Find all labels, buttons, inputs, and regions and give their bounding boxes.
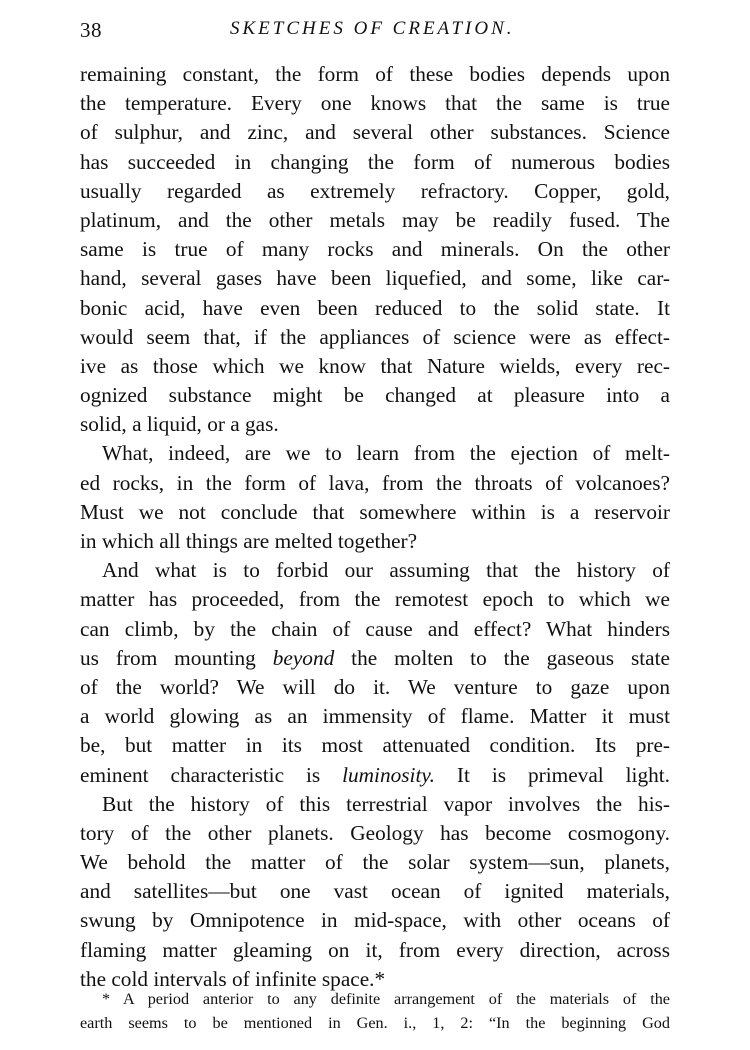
text-segment: It is primeval light. <box>435 762 670 787</box>
text-line: of the world? We will do it. We venture to gaze upon <box>80 674 670 699</box>
text-line: and satellites—but one vast ocean of ignited materials, <box>80 879 670 904</box>
text-line: ive as those which we know that Nature wields, every rec- <box>80 353 670 378</box>
text-line: remaining constant, the form of these bodies depends upon <box>80 62 670 86</box>
text-line: be, but matter in its most attenuated condition. Its pre- <box>80 733 670 758</box>
text-line: can climb, by the chain of cause and effect? What hinders <box>80 616 670 641</box>
text-segment: eminent characteristic is <box>80 762 343 787</box>
text-line: has succeeded in changing the form of numerous bodies <box>80 149 670 174</box>
text-line: flaming matter gleaming on it, from every direction, across <box>80 937 670 962</box>
text-line: would seem that, if the appliances of science were as effect- <box>80 324 670 349</box>
text-line: usually regarded as extremely refractory. Copper, gold, <box>80 178 670 203</box>
text-line-with-italic <box>80 644 670 673</box>
footnote-line: earth seems to be mentioned in Gen. i., 1, 2: “In the beginning God <box>80 1014 670 1032</box>
text-line: swung by Omnipotence in mid-space, with other oceans of <box>80 908 670 933</box>
running-head <box>80 18 670 48</box>
text-line: of sulphur, and zinc, and several other substances. Science <box>80 120 670 145</box>
italic-word: beyond <box>272 645 335 670</box>
text-line: in which all things are melted together? <box>80 529 418 553</box>
text-line: And what is to forbid our assuming that the history of <box>102 558 670 583</box>
text-line: ed rocks, in the form of lava, from the throats of volcanoes? <box>80 470 670 495</box>
text-segment: us from mounting <box>80 645 273 670</box>
text-line: But the history of this terrestrial vapor involves the his- <box>102 791 670 816</box>
italic-word: luminosity. <box>342 762 435 787</box>
footnote-line: * A period anterior to any definite arrangement of the materials of the <box>102 990 670 1008</box>
text-line-with-italic <box>80 761 670 790</box>
body-text <box>80 60 670 994</box>
text-line: tory of the other planets. Geology has become cosmogony. <box>80 820 670 845</box>
text-line: What, indeed, are we to learn from the ejection of melt- <box>102 441 670 466</box>
text-line: platinum, and the other metals may be readily fused. The <box>80 207 670 232</box>
text-line: bonic acid, have even been reduced to the solid state. It <box>80 295 670 320</box>
text-line: matter has proceeded, from the remotest epoch to which we <box>80 587 670 612</box>
text-line: same is true of many rocks and minerals. On the other <box>80 237 670 262</box>
footnote <box>80 987 670 1035</box>
text-segment: the molten to the gaseous state <box>334 645 670 670</box>
text-line: hand, several gases have been liquefied, and some, like car- <box>80 266 670 291</box>
text-line: the cold intervals of infinite space.* <box>80 966 386 991</box>
text-line: the temperature. Every one knows that the same is true <box>80 91 670 116</box>
text-line: a world glowing as an immensity of flame. Matter it must <box>80 704 670 729</box>
running-title: SKETCHES OF CREATION. <box>230 18 515 39</box>
page-number: 38 <box>80 18 102 42</box>
text-line: Must we not conclude that somewhere within is a reservoir <box>80 499 670 524</box>
text-line: solid, a liquid, or a gas. <box>80 412 279 437</box>
text-line: We behold the matter of the solar system—sun, planets, <box>80 850 670 875</box>
text-line: ognized substance might be changed at pleasure into a <box>80 383 670 408</box>
